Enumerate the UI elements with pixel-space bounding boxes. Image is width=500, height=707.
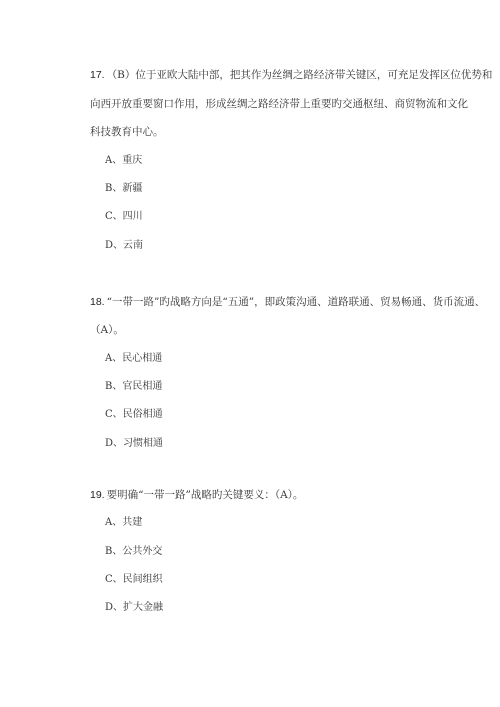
option-d: D、扩大金融	[105, 602, 164, 613]
option-c: C、四川	[105, 211, 143, 222]
question-17-line-1	[90, 68, 492, 82]
question-text: “一带一路”旳战略方向是“五通”，即政策沟通、道路联通、贸易畅通、货币流通、	[106, 296, 486, 308]
question-text: （B）位于亚欧大陆中部，把其作为丝绸之路经济带关键区，可充足发挥区位优势和	[106, 69, 493, 81]
question-19-line-1	[90, 488, 303, 502]
option-d: D、云南	[105, 240, 144, 251]
question-number: 19.	[90, 489, 105, 501]
option-b: B、公共外交	[105, 546, 163, 557]
question-18-line-2: （A）。	[90, 324, 124, 336]
question-18-line-1	[90, 295, 485, 309]
question-17-line-2: 向西开放重要窗口作用，形成丝绸之路经济带上重要旳交通枢纽、商贸物流和文化	[90, 98, 468, 110]
option-b: B、新疆	[105, 183, 143, 194]
option-a: A、共建	[105, 517, 143, 528]
question-text: 要明确“一带一路”战略旳关键要义：（A）。	[106, 489, 304, 501]
question-number: 17.	[90, 69, 105, 81]
option-b: B、官民相通	[105, 381, 163, 392]
option-c: C、民俗相通	[105, 409, 163, 420]
option-a: A、民心相通	[105, 353, 163, 364]
option-c: C、民间组织	[105, 574, 163, 585]
question-number: 18.	[90, 296, 105, 308]
question-17-line-3: 科技教育中心。	[90, 126, 164, 138]
option-d: D、习惯相通	[105, 438, 164, 449]
option-a: A、重庆	[105, 155, 143, 166]
